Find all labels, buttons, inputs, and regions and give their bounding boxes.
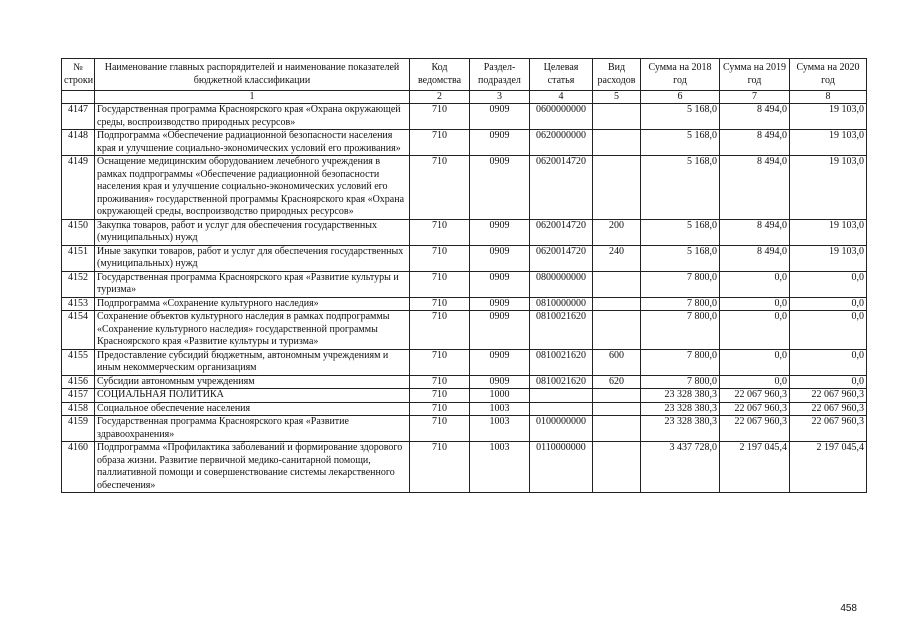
sum-2019-cell: 8 494,0: [720, 104, 790, 130]
row-name-cell: Оснащение медицинским оборудованием лечебного учреждения в рамках подпрограммы «Обеспечение радиационной безопасности населения края и улучшение социально-экономических условий его проживания» государственной программы Красноярского края «Охрана окружающей среды, воспроизводство природных ресурсов»: [95, 156, 410, 220]
expense-type-cell: 600: [593, 349, 641, 375]
row-name-cell: Предоставление субсидий бюджетным, автономным учреждениям и иным некоммерческим организациям: [95, 349, 410, 375]
column-number-row: [62, 91, 867, 104]
page-number: 458: [840, 603, 857, 614]
section-cell: 0909: [470, 349, 530, 375]
table-row: [62, 130, 867, 156]
sum-2020-cell: 19 103,0: [790, 245, 867, 271]
sum-2020-cell: 0,0: [790, 349, 867, 375]
table-row: [62, 297, 867, 311]
table-row: [62, 219, 867, 245]
sum-2019-cell: 0,0: [720, 375, 790, 389]
sum-2020-cell: 22 067 960,3: [790, 402, 867, 416]
sum-2019-cell: 8 494,0: [720, 245, 790, 271]
sum-2018-cell: 7 800,0: [641, 297, 720, 311]
column-number: 7: [720, 91, 790, 104]
row-number-cell: 4155: [62, 349, 95, 375]
target-item-cell: 0800000000: [530, 271, 593, 297]
section-cell: 0909: [470, 297, 530, 311]
table-row: [62, 311, 867, 350]
table-row: [62, 375, 867, 389]
sum-2020-cell: 0,0: [790, 375, 867, 389]
expense-type-cell: 200: [593, 219, 641, 245]
sum-2020-cell: 19 103,0: [790, 219, 867, 245]
sum-2018-cell: 23 328 380,3: [641, 402, 720, 416]
header-department-code: Код ведомства: [410, 59, 470, 91]
header-name: Наименование главных распорядителей и наименование показателей бюджетной классификации: [95, 59, 410, 91]
sum-2019-cell: 2 197 045,4: [720, 442, 790, 493]
sum-2018-cell: 7 800,0: [641, 349, 720, 375]
header-row: [62, 59, 867, 91]
department-code-cell: 710: [410, 442, 470, 493]
section-cell: 1003: [470, 402, 530, 416]
department-code-cell: 710: [410, 297, 470, 311]
sum-2020-cell: 19 103,0: [790, 104, 867, 130]
sum-2018-cell: 23 328 380,3: [641, 389, 720, 403]
row-number-cell: 4152: [62, 271, 95, 297]
department-code-cell: 710: [410, 389, 470, 403]
sum-2019-cell: 22 067 960,3: [720, 389, 790, 403]
expense-type-cell: [593, 271, 641, 297]
sum-2019-cell: 8 494,0: [720, 156, 790, 220]
sum-2018-cell: 5 168,0: [641, 156, 720, 220]
row-number-cell: 4153: [62, 297, 95, 311]
department-code-cell: 710: [410, 156, 470, 220]
department-code-cell: 710: [410, 416, 470, 442]
department-code-cell: 710: [410, 349, 470, 375]
row-name-cell: Подпрограмма «Сохранение культурного наследия»: [95, 297, 410, 311]
budget-table: [61, 58, 867, 493]
sum-2018-cell: 5 168,0: [641, 245, 720, 271]
sum-2020-cell: 0,0: [790, 271, 867, 297]
row-number-cell: 4156: [62, 375, 95, 389]
row-name-cell: Государственная программа Красноярского края «Развитие культуры и туризма»: [95, 271, 410, 297]
header-target-item: Целевая статья: [530, 59, 593, 91]
target-item-cell: [530, 389, 593, 403]
target-item-cell: 0100000000: [530, 416, 593, 442]
row-name-cell: Иные закупки товаров, работ и услуг для обеспечения государственных (муниципальных) нужд: [95, 245, 410, 271]
column-number: 1: [95, 91, 410, 104]
sum-2020-cell: 22 067 960,3: [790, 416, 867, 442]
header-expense-type: Вид расходов: [593, 59, 641, 91]
section-cell: 0909: [470, 375, 530, 389]
table-row: [62, 349, 867, 375]
row-name-cell: Подпрограмма «Профилактика заболеваний и формирование здорового образа жизни. Развитие первичной медико-санитарной помощи, паллиативной помощи и совершенствование системы лекарственного обеспечения»: [95, 442, 410, 493]
section-cell: 0909: [470, 271, 530, 297]
expense-type-cell: [593, 156, 641, 220]
sum-2020-cell: 19 103,0: [790, 156, 867, 220]
row-number-cell: 4148: [62, 130, 95, 156]
target-item-cell: 0810000000: [530, 297, 593, 311]
expense-type-cell: [593, 297, 641, 311]
section-cell: 0909: [470, 156, 530, 220]
sum-2018-cell: 3 437 728,0: [641, 442, 720, 493]
section-cell: 0909: [470, 219, 530, 245]
sum-2019-cell: 22 067 960,3: [720, 402, 790, 416]
sum-2018-cell: 5 168,0: [641, 130, 720, 156]
row-name-cell: Социальное обеспечение населения: [95, 402, 410, 416]
column-number: 8: [790, 91, 867, 104]
sum-2018-cell: 5 168,0: [641, 219, 720, 245]
expense-type-cell: 240: [593, 245, 641, 271]
target-item-cell: 0600000000: [530, 104, 593, 130]
sum-2020-cell: 2 197 045,4: [790, 442, 867, 493]
column-number: 4: [530, 91, 593, 104]
row-number-cell: 4159: [62, 416, 95, 442]
column-number: 2: [410, 91, 470, 104]
table-row: [62, 416, 867, 442]
row-number-cell: 4160: [62, 442, 95, 493]
target-item-cell: 0620000000: [530, 130, 593, 156]
column-number: 5: [593, 91, 641, 104]
sum-2019-cell: 0,0: [720, 297, 790, 311]
sum-2019-cell: 22 067 960,3: [720, 416, 790, 442]
sum-2020-cell: 0,0: [790, 311, 867, 350]
department-code-cell: 710: [410, 130, 470, 156]
sum-2020-cell: 0,0: [790, 297, 867, 311]
header-sum-2018: Сумма на 2018 год: [641, 59, 720, 91]
header-row-number: № строки: [62, 59, 95, 91]
table-row: [62, 156, 867, 220]
target-item-cell: 0620014720: [530, 156, 593, 220]
expense-type-cell: [593, 402, 641, 416]
row-name-cell: Государственная программа Красноярского края «Развитие здравоохранения»: [95, 416, 410, 442]
target-item-cell: 0620014720: [530, 245, 593, 271]
row-number-cell: 4154: [62, 311, 95, 350]
column-number: [62, 91, 95, 104]
expense-type-cell: [593, 389, 641, 403]
row-name-cell: Сохранение объектов культурного наследия в рамках подпрограммы «Сохранение культурного наследия» государственной программы Красноярского края «Развитие культуры и туризма»: [95, 311, 410, 350]
table-row: [62, 245, 867, 271]
department-code-cell: 710: [410, 402, 470, 416]
section-cell: 0909: [470, 130, 530, 156]
table-row: [62, 402, 867, 416]
sum-2018-cell: 23 328 380,3: [641, 416, 720, 442]
target-item-cell: 0110000000: [530, 442, 593, 493]
table-body: [62, 104, 867, 493]
expense-type-cell: 620: [593, 375, 641, 389]
sum-2019-cell: 0,0: [720, 271, 790, 297]
row-name-cell: Закупка товаров, работ и услуг для обеспечения государственных (муниципальных) нужд: [95, 219, 410, 245]
sum-2019-cell: 0,0: [720, 349, 790, 375]
section-cell: 1000: [470, 389, 530, 403]
section-cell: 0909: [470, 311, 530, 350]
target-item-cell: [530, 402, 593, 416]
expense-type-cell: [593, 442, 641, 493]
row-number-cell: 4150: [62, 219, 95, 245]
table-row: [62, 389, 867, 403]
row-name-cell: Субсидии автономным учреждениям: [95, 375, 410, 389]
column-number: 6: [641, 91, 720, 104]
header-section: Раздел-подраздел: [470, 59, 530, 91]
column-number: 3: [470, 91, 530, 104]
section-cell: 0909: [470, 104, 530, 130]
sum-2018-cell: 7 800,0: [641, 271, 720, 297]
department-code-cell: 710: [410, 311, 470, 350]
section-cell: 1003: [470, 442, 530, 493]
sum-2018-cell: 5 168,0: [641, 104, 720, 130]
department-code-cell: 710: [410, 245, 470, 271]
target-item-cell: 0620014720: [530, 219, 593, 245]
sum-2020-cell: 22 067 960,3: [790, 389, 867, 403]
row-name-cell: Государственная программа Красноярского края «Охрана окружающей среды, воспроизводство природных ресурсов»: [95, 104, 410, 130]
header-sum-2019: Сумма на 2019 год: [720, 59, 790, 91]
row-number-cell: 4157: [62, 389, 95, 403]
row-number-cell: 4158: [62, 402, 95, 416]
row-number-cell: 4151: [62, 245, 95, 271]
expense-type-cell: [593, 311, 641, 350]
row-number-cell: 4149: [62, 156, 95, 220]
table-row: [62, 104, 867, 130]
expense-type-cell: [593, 104, 641, 130]
department-code-cell: 710: [410, 219, 470, 245]
target-item-cell: 0810021620: [530, 375, 593, 389]
sum-2020-cell: 19 103,0: [790, 130, 867, 156]
row-number-cell: 4147: [62, 104, 95, 130]
department-code-cell: 710: [410, 104, 470, 130]
department-code-cell: 710: [410, 271, 470, 297]
sum-2019-cell: 8 494,0: [720, 219, 790, 245]
target-item-cell: 0810021620: [530, 349, 593, 375]
expense-type-cell: [593, 416, 641, 442]
department-code-cell: 710: [410, 375, 470, 389]
section-cell: 1003: [470, 416, 530, 442]
sum-2018-cell: 7 800,0: [641, 311, 720, 350]
section-cell: 0909: [470, 245, 530, 271]
sum-2018-cell: 7 800,0: [641, 375, 720, 389]
row-name-cell: СОЦИАЛЬНАЯ ПОЛИТИКА: [95, 389, 410, 403]
table-row: [62, 271, 867, 297]
expense-type-cell: [593, 130, 641, 156]
sum-2019-cell: 0,0: [720, 311, 790, 350]
row-name-cell: Подпрограмма «Обеспечение радиационной безопасности населения края и улучшение социально-экономических условий его проживания»: [95, 130, 410, 156]
header-sum-2020: Сумма на 2020 год: [790, 59, 867, 91]
target-item-cell: 0810021620: [530, 311, 593, 350]
table-row: [62, 442, 867, 493]
sum-2019-cell: 8 494,0: [720, 130, 790, 156]
